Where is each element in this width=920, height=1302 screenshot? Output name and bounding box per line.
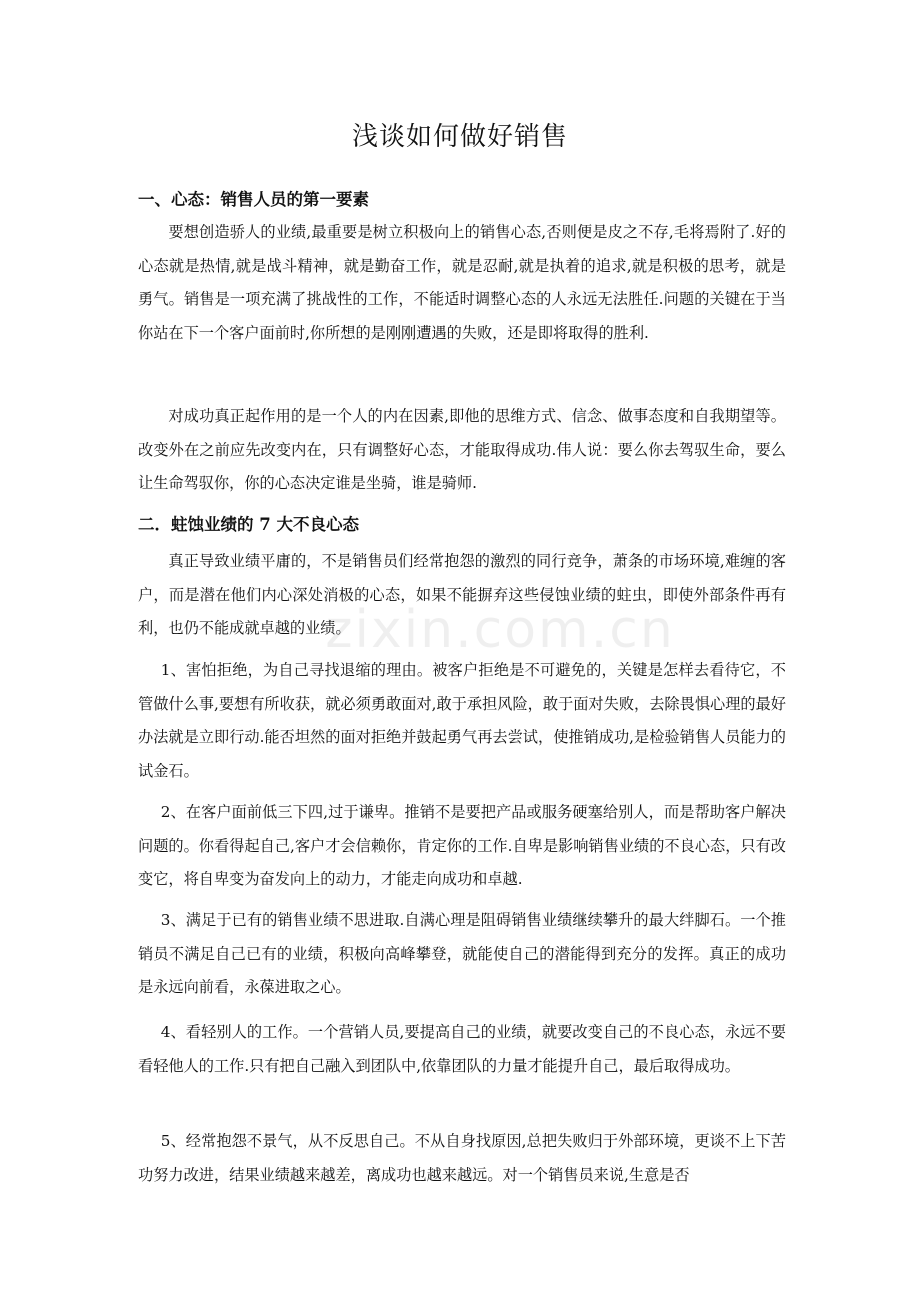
section-2-item-4: 4、看轻别人的工作。一个营销人员,要提高自己的业绩，就要改变自己的不良心态，永远不要看轻他人的工作.只有把自己融入到团队中,依靠团队的力量才能提升自己，最后取得成功。 (138, 1023, 786, 1075)
section-1-paragraph-1: 要想创造骄人的业绩,最重要是树立积极向上的销售心态,否则便是皮之不存,毛将焉附了.好的心态就是热情,就是战斗精神，就是勤奋工作，就是忍耐,就是执着的追求,就是积极的思考，就是勇气。销售是一项充满了挑战性的工作，不能适时调整心态的人永远无法胜任.问题的关键在于当你站在下一个客户面前时,你所想的是刚刚遭遇的失败，还是即将取得的胜利. (138, 223, 786, 342)
watermark-text: zixin.com.cn (325, 600, 675, 660)
section-2-item-5: 5、经常抱怨不景气，从不反思自己。不从自身找原因,总把失败归于外部环境，更谈不上下苦功努力改进，结果业绩越来越差，离成功也越来越远。对一个销售员来说,生意是否 (138, 1132, 786, 1184)
section-2-item-3: 3、满足于已有的销售业绩不思进取.自满心理是阻碍销售业绩继续攀升的最大绊脚石。一个推销员不满足自己已有的业绩，积极向高峰攀登，就能使自己的潜能得到充分的发挥。真正的成功是永远向前看，永葆进取之心。 (138, 911, 786, 996)
section-2-item-1: 1、害怕拒绝，为自己寻找退缩的理由。被客户拒绝是不可避免的，关键是怎样去看待它，不管做什么事,要想有所收获，就必须勇敢面对,敢于承担风险，敢于面对失败，去除畏惧心理的最好办法就是立即行动.能否坦然的面对拒绝并鼓起勇气再去尝试，使推销成功,是检验销售人员能力的试金石。 (138, 661, 786, 780)
section-2-intro: 真正导致业绩平庸的，不是销售员们经常抱怨的激烈的同行竞争，萧条的市场环境,难缠的客户，而是潜在他们内心深处消极的心态，如果不能摒弃这些侵蚀业绩的蛀虫，即使外部条件再有利，也仍不能成就卓越的业绩。 (138, 552, 786, 637)
section-1-paragraph-2: 对成功真正起作用的是一个人的内在因素,即他的思维方式、信念、做事态度和自我期望等。改变外在之前应先改变内在，只有调整好心态，才能取得成功.伟人说：要么你去驾驭生命，要么让生命驾驭你，你的心态决定谁是坐骑，谁是骑师. (138, 407, 786, 492)
document-title: 浅谈如何做好销售 (351, 122, 568, 152)
section-1-heading: 一、心态：销售人员的第一要素 (138, 190, 369, 209)
section-2-heading: 二．蛀蚀业绩的 7 大不良心态 (138, 515, 359, 534)
section-2-item-2: 2、在客户面前低三下四,过于谦卑。推销不是要把产品或服务硬塞给别人，而是帮助客户解决问题的。你看得起自己,客户才会信赖你，肯定你的工作.自卑是影响销售业绩的不良心态，只有改变它，将自卑变为奋发向上的动力，才能走向成功和卓越. (138, 803, 786, 888)
